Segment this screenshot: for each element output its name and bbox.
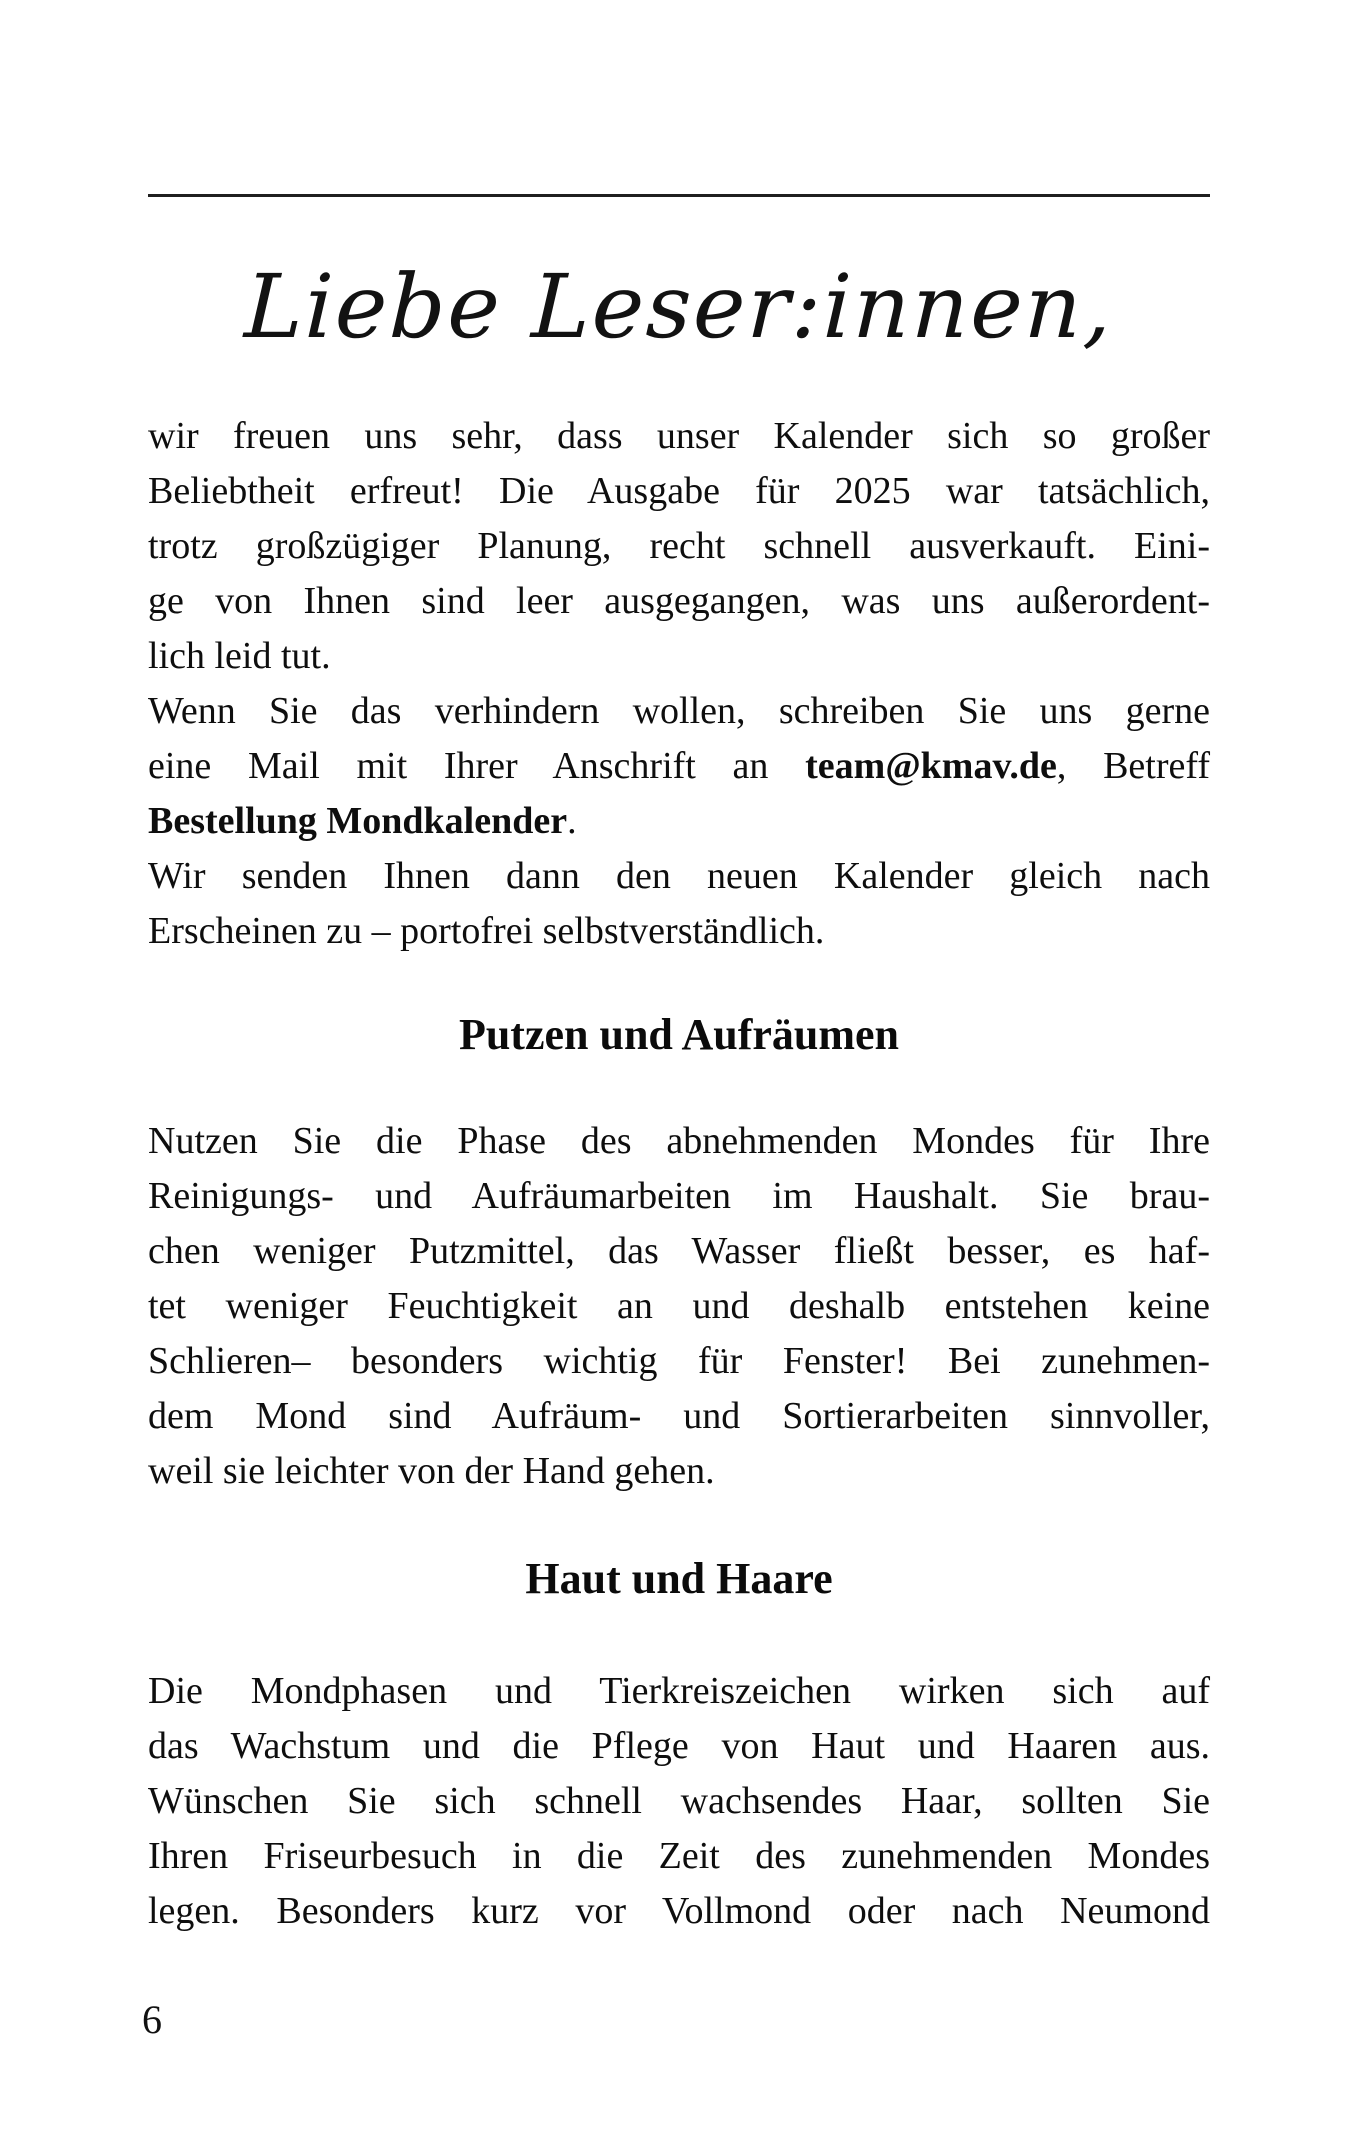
- text-line: Ihren Friseurbesuch in die Zeit des zunehmenden Mondes: [148, 1835, 1210, 1877]
- text-line: tet weniger Feuchtigkeit an und deshalb entstehen keine: [148, 1285, 1210, 1327]
- text-line: Die Mondphasen und Tierkreiszeichen wirken sich auf: [148, 1670, 1210, 1712]
- section-heading-putzen: Putzen und Aufräumen: [458, 1010, 900, 1059]
- text-line: das Wachstum und die Pflege von Haut und Haaren aus.: [148, 1725, 1210, 1767]
- text-line: lich leid tut.: [148, 635, 331, 677]
- paragraph-haut: [148, 1664, 1210, 1939]
- text-line: Nutzen Sie die Phase des abnehmenden Mondes für Ihre: [148, 1120, 1210, 1162]
- header-rule: [148, 194, 1210, 197]
- text-line: Schlieren– besonders wichtig für Fenster! Bei zunehmen-: [148, 1340, 1210, 1382]
- page-content: [142, 0, 1211, 2047]
- text-line: wir freuen uns sehr, dass unser Kalender sich so großer: [148, 415, 1210, 457]
- text-segment: .: [567, 800, 577, 842]
- text-segment: , Betreff: [1056, 745, 1211, 787]
- text-line: legen. Besonders kurz vor Vollmond oder nach Neumond: [148, 1890, 1210, 1932]
- section-heading-haut: Haut und Haare: [525, 1554, 833, 1603]
- text-line: ge von Ihnen sind leer ausgegangen, was uns außerordent-: [148, 580, 1210, 622]
- paragraph-intro-1: [148, 409, 1210, 684]
- email-address: team@kmav.de: [805, 745, 1057, 787]
- text-line: dem Mond sind Aufräum- und Sortierarbeiten sinnvoller,: [148, 1395, 1210, 1437]
- text-line: Wünschen Sie sich schnell wachsendes Haar, sollten Sie: [148, 1780, 1210, 1822]
- text-line: weil sie leichter von der Hand gehen.: [148, 1450, 715, 1492]
- paragraph-intro-2: [148, 684, 1210, 959]
- order-subject: Bestellung Mondkalender: [148, 800, 568, 842]
- page-title: Liebe Leser:innen,: [242, 255, 1116, 358]
- text-line: Erscheinen zu – portofrei selbstverständlich.: [148, 910, 825, 952]
- text-line: Wenn Sie das verhindern wollen, schreiben Sie uns gerne: [148, 690, 1210, 732]
- text-line: [148, 794, 1210, 849]
- text-line: [148, 739, 1210, 794]
- text-line: chen weniger Putzmittel, das Wasser fließt besser, es haf-: [148, 1230, 1210, 1272]
- page-number: 6: [142, 1997, 162, 2042]
- text-line: Beliebtheit erfreut! Die Ausgabe für 2025 war tatsächlich,: [148, 470, 1210, 512]
- intro-text: [148, 409, 1210, 959]
- text-line: trotz großzügiger Planung, recht schnell ausverkauft. Eini-: [148, 525, 1210, 567]
- text-line: Reinigungs- und Aufräumarbeiten im Haushalt. Sie brau-: [148, 1175, 1210, 1217]
- text-segment: eine Mail mit Ihrer Anschrift an: [148, 745, 769, 787]
- text-line: Wir senden Ihnen dann den neuen Kalender gleich nach: [148, 855, 1210, 897]
- paragraph-putzen: [148, 1114, 1210, 1499]
